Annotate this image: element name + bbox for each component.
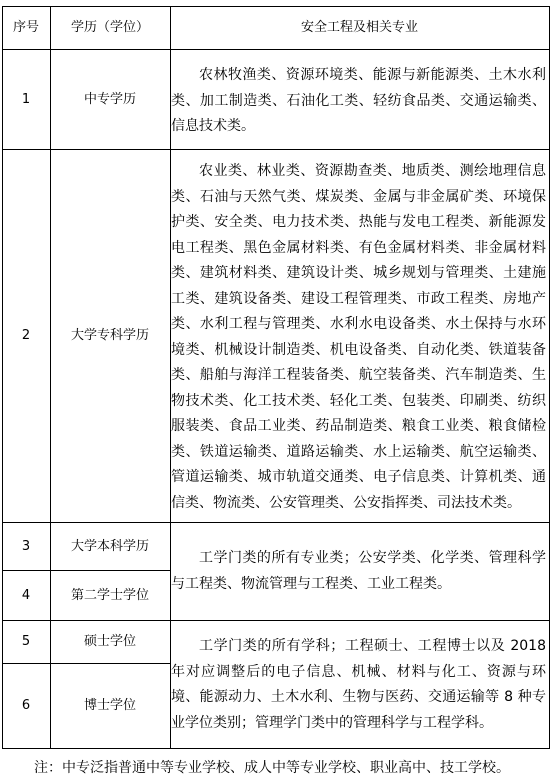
header-degree: 学历（学位） xyxy=(70,20,149,35)
row-degree: 硕士学位 xyxy=(83,634,136,649)
row-index: 5 xyxy=(21,634,31,649)
row-index: 1 xyxy=(21,91,31,107)
majors-text: 工学门类的所有专业类；公安学类、化学类、管理科学与工程类、物流管理与工程类、工业工程类。 xyxy=(171,550,546,592)
row-degree: 博士学位 xyxy=(83,698,136,713)
rule xyxy=(2,748,550,749)
header-majors: 安全工程及相关专业 xyxy=(300,20,418,35)
row-degree: 第二学士学位 xyxy=(70,587,149,603)
row-majors xyxy=(171,159,546,516)
majors-table xyxy=(2,6,550,749)
header-index: 序号 xyxy=(12,20,39,35)
row-degree: 大学专科学历 xyxy=(70,328,149,343)
row-majors xyxy=(171,63,546,140)
merged-majors xyxy=(171,546,546,597)
row-degree: 大学本科学历 xyxy=(70,538,149,554)
majors-text: 农林牧渔类、资源环境类、能源与新能源类、土木水利类、加工制造类、石油化工类、轻纺食品类、交通运输类、信息技术类。 xyxy=(171,67,546,134)
row-index: 6 xyxy=(21,698,31,713)
majors-text: 农业类、林业类、资源勘查类、地质类、测绘地理信息类、石油与天然气类、煤炭类、金属与非金属矿类、环境保护类、安全类、电力技术类、热能与发电工程类、新能源发电工程类、黑色金属材料类、有色金属材料类、非金属材料类、建筑材料类、建筑设计类、城乡规划与管理类、土建施工类、建筑设备类、建设工程管理类、市政工程类、房地产类、水利工程与管理类、水利水电设备类、水土保持与水环境类、机械设计制造类、机电设备类、自动化类、铁道装备类、船舶与海洋工程装备类、航空装备类、汽车制造类、生物技术类、化工技术类、轻化工类、包装类、印刷类、纺织服装类、食品工业类、药品制造类、粮食工业类、粮食储检类、铁道运输类、道路运输类、水上运输类、航空运输类、管道运输类、城市轨道交通类、电子信息类、计算机类、通信类、物流类、公安管理类、公安指挥类、司法技术类。 xyxy=(171,163,546,511)
row-index: 3 xyxy=(21,538,31,554)
row-index: 2 xyxy=(21,328,31,343)
row-degree: 中专学历 xyxy=(83,91,136,107)
merged-majors xyxy=(171,634,546,736)
rule xyxy=(549,6,550,749)
majors-text: 工学门类的所有学科；工程硕士、工程博士以及 2018 年对应调整后的电子信息、机械、材料与化工、资源与环境、能源动力、土木水利、生物与医药、交通运输等 8 种专业学位类别；管理学门类中的管理科学与工程学科。 xyxy=(171,638,546,731)
footnote: 注：中专泛指普通中等专业学校、成人中等专业学校、职业高中、技工学校。 xyxy=(34,760,510,776)
row-index: 4 xyxy=(21,587,31,603)
